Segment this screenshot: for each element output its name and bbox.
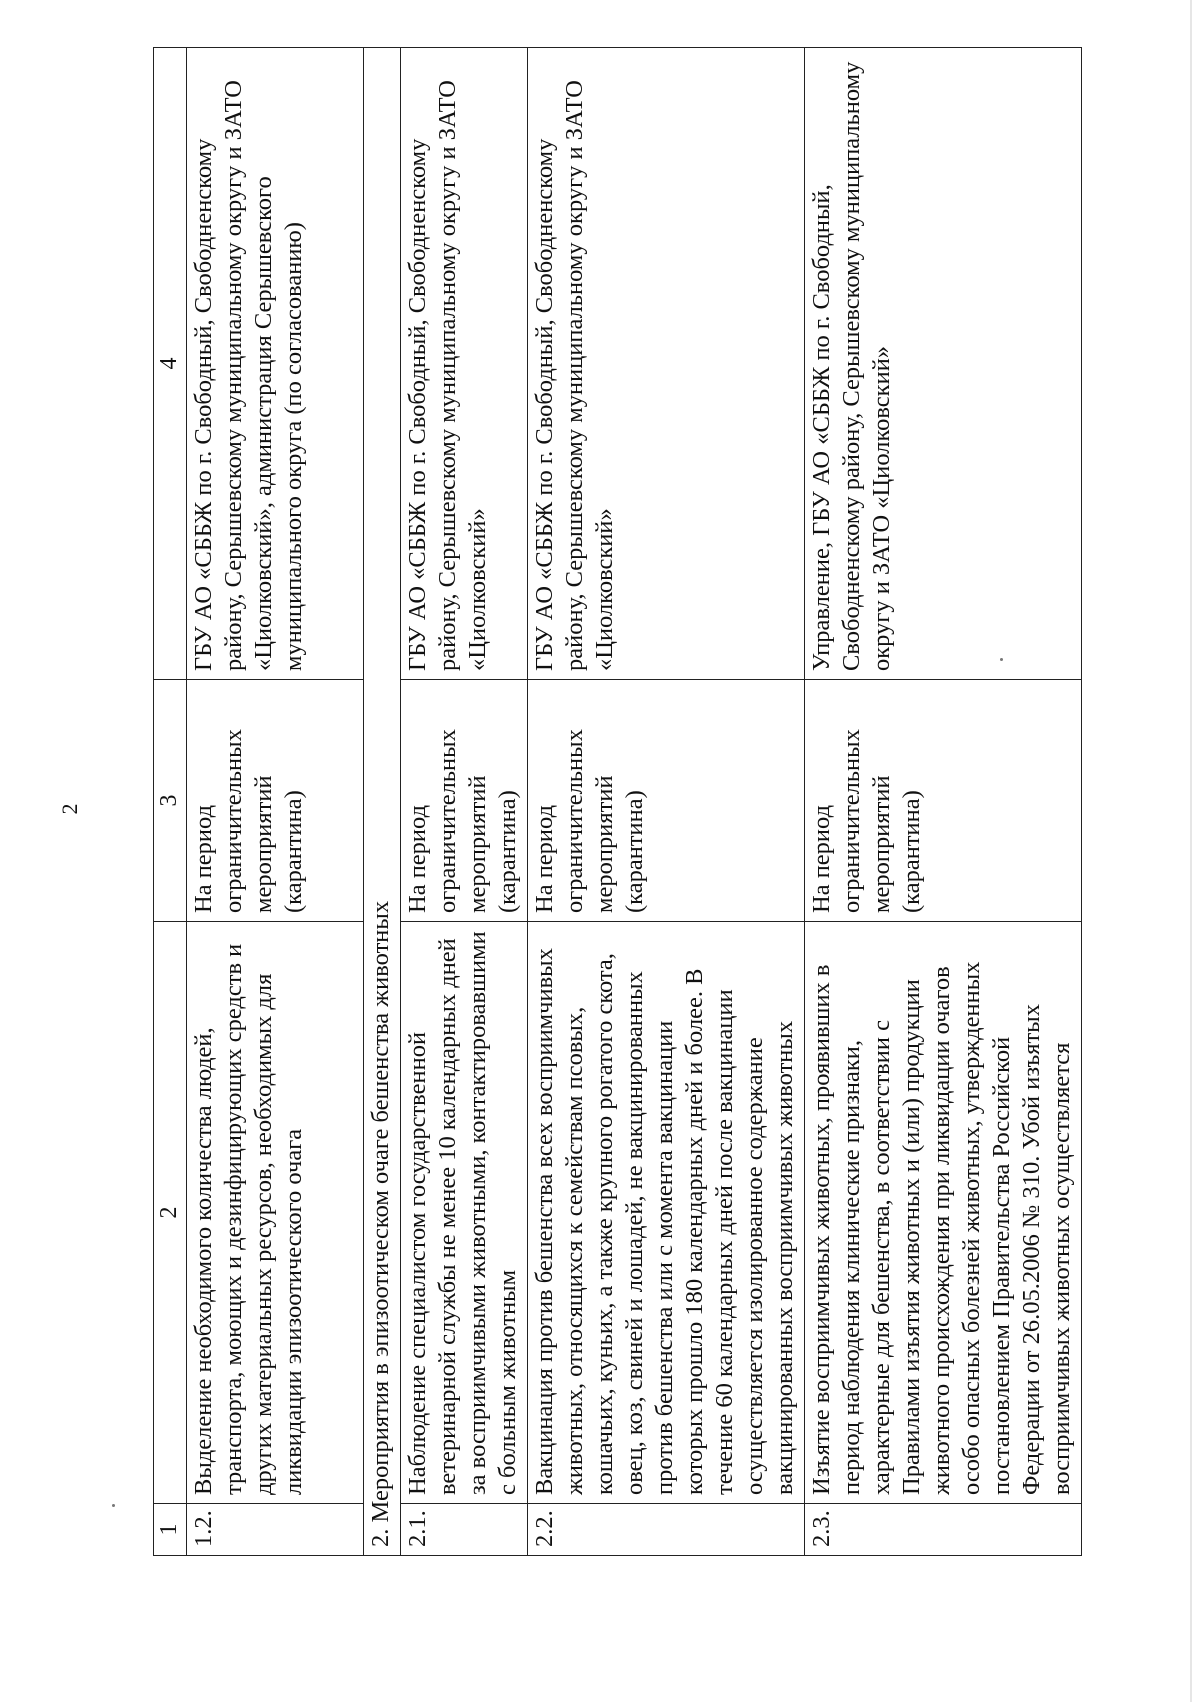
responsible-cell: ГБУ АО «СББЖ по г. Свободный, Свободненскому району, Серышевскому муниципальному округу и ЗАТО «Циолковский», администрация Серышевского муниципального округа (по согласованию) <box>187 48 364 680</box>
period-cell: На период ограничительных мероприятий (карантина) <box>187 680 364 922</box>
row-number: 2.1. <box>401 1504 528 1556</box>
row-number: 1.2. <box>187 1504 364 1556</box>
responsible-cell: ГБУ АО «СББЖ по г. Свободный, Свободненскому району, Серышевскому муниципальному округу и ЗАТО «Циолковский» <box>401 48 528 680</box>
header-col-3: 3 <box>154 680 187 922</box>
section-heading: 2. Мероприятия в эпизоотическом очаге бешенства животных <box>364 48 401 1556</box>
measure-cell: Вакцинация против бешенства всех восприимчивых животных, относящихся к семействам псовых, кошачьих, куньих, а также крупного рогатого скота, овец, коз, свиней и лошадей, не вакцинированных против бешенства или с момента вакцинации которых прошло 180 календарных дней и более. В течение 60 календарных дней после вакцинации осуществляется изолированное содержание вакцинированных восприимчивых животных <box>528 922 805 1504</box>
measures-table <box>153 47 1082 1556</box>
period-cell: На период ограничительных мероприятий (карантина) <box>528 680 805 922</box>
header-col-4: 4 <box>154 48 187 680</box>
table-row <box>528 48 805 1556</box>
measure-cell: Наблюдение специалистом государственной ветеринарной службы не менее 10 календарных дней за восприимчивыми животными, контактировавшими с больным животным <box>401 922 528 1504</box>
period-cell: На период ограничительных мероприятий (карантина) <box>401 680 528 922</box>
table-row <box>187 48 364 1556</box>
measure-cell: Выделение необходимого количества людей, транспорта, моющих и дезинфицирующих средств и других материальных ресурсов, необходимых для ликвидации эпизоотического очага <box>187 922 364 1504</box>
row-number: 2.3. <box>805 1504 1082 1556</box>
responsible-cell: ГБУ АО «СББЖ по г. Свободный, Свободненскому району, Серышевскому муниципальному округу и ЗАТО «Циолковский» <box>528 48 805 680</box>
header-row <box>154 48 187 1556</box>
scan-edge-line <box>1190 0 1192 1702</box>
measure-cell: Изъятие восприимчивых животных, проявивших в период наблюдения клинические признаки, характерные для бешенства, в соответствии с Правилами изъятия животных и (или) продукции животного происхождения при ликвидации очагов особо опасных болезней животных, утвержденных постановлением Правительства Российской Федерации от 26.05.2006 № 310. Убой изъятых восприимчивых животных осуществляется <box>805 922 1082 1504</box>
table-row <box>401 48 528 1556</box>
period-cell: На период ограничительных мероприятий (карантина) <box>805 680 1082 922</box>
responsible-cell: Управление, ГБУ АО «СББЖ по г. Свободный, Свободненскому району, Серышевскому муниципальному округу и ЗАТО «Циолковский» <box>805 48 1082 680</box>
header-col-2: 2 <box>154 922 187 1504</box>
row-number: 2.2. <box>528 1504 805 1556</box>
section-row <box>364 48 401 1556</box>
page-number: 2 <box>57 803 82 815</box>
scan-speck <box>112 1504 115 1507</box>
header-col-1: 1 <box>154 1504 187 1556</box>
rotated-document <box>153 48 1075 1556</box>
table-row <box>805 48 1082 1556</box>
